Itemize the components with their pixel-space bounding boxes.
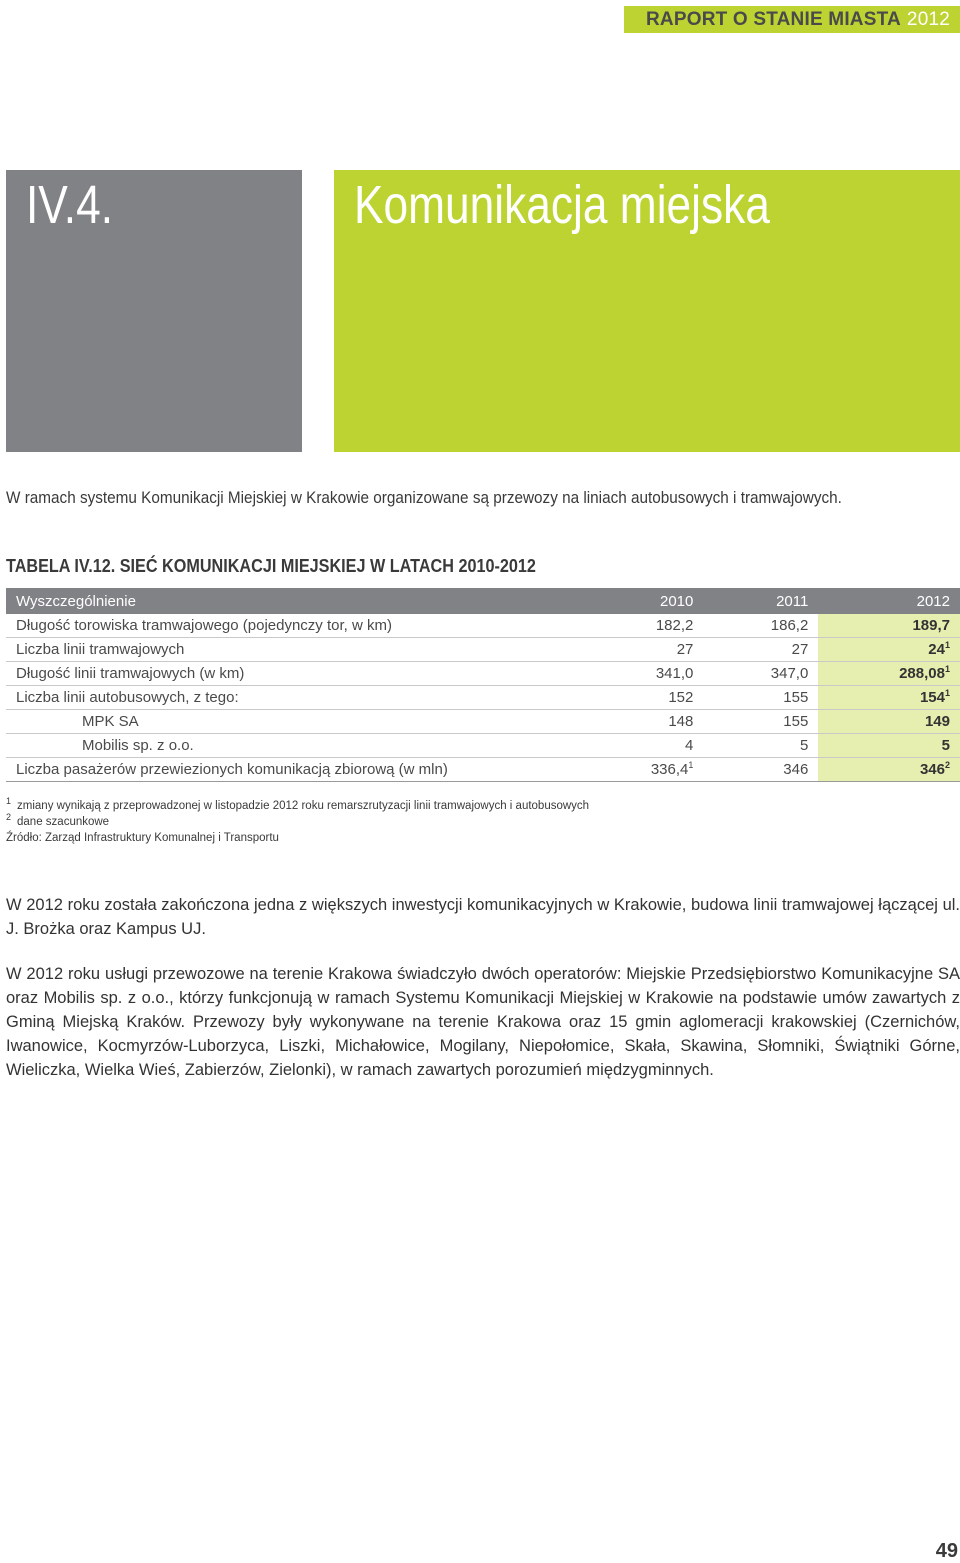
row-label: [6, 638, 578, 662]
cell-2012-footnote-mark: 1: [944, 688, 950, 698]
cell-2012: [818, 710, 960, 734]
footnote-1: [6, 798, 589, 814]
row-label: [6, 662, 578, 686]
cell-2012: [818, 614, 960, 638]
row-label: [6, 710, 578, 734]
cell-2011: [703, 638, 818, 662]
table-row: [6, 686, 960, 710]
cell-2012: [818, 758, 960, 782]
row-label-value: Długość torowiska tramwajowego (pojedynczy tor, w km): [16, 617, 392, 634]
row-label-value: Liczba linii autobusowych, z tego:: [16, 689, 239, 706]
cell-2012-value: 189,7: [912, 617, 950, 634]
cell-2012-value: 24: [928, 641, 945, 658]
row-label-value: Długość linii tramwajowych (w km): [16, 665, 245, 682]
report-header: [624, 6, 960, 33]
cell-2012-value: 149: [924, 713, 950, 730]
cell-2010-value: 336,4: [650, 761, 689, 778]
cell-2010: [578, 638, 703, 662]
footnote-2-mark: 2: [6, 812, 12, 823]
cell-2012: [818, 638, 960, 662]
table-header-row: [6, 588, 960, 614]
paragraph-2: W 2012 roku usługi przewozowe na terenie Krakowa świadczyło dwóch operatorów: Miejskie Przedsiębiorstwo Komunikacyjne SA oraz Mobilis sp. z o.o., którzy funkcjonują w ramach Systemu Komunikacji Miejskiej w Krakowie na podstawie umów zawartych z Gminą Miejską Kraków. Przewozy były wykonywane na terenie Krakowa oraz 15 gmin aglomeracji krakowskiej (Czernichów, Iwanowice, Kocmyrzów-Luborzyca, Liszki, Michałowice, Mogilany, Niepołomice, Skała, Skawina, Słomniki, Świątniki Górne, Wieliczka, Wielka Wieś, Zabierzów, Zielonki), w ramach zawartych porozumień międzygminnych.: [6, 965, 960, 1079]
intro-text: W ramach systemu Komunikacji Miejskiej w Krakowie organizowane są przewozy na liniach autobusowych i tramwajowych.: [6, 488, 842, 507]
cell-2011-value: 347,0: [770, 665, 809, 682]
cell-2011: [703, 710, 818, 734]
section-title-block: [334, 170, 960, 452]
cell-2010: [578, 662, 703, 686]
cell-2012: [818, 662, 960, 686]
row-label: [6, 686, 578, 710]
cell-2012: [818, 686, 960, 710]
section-number: IV.4.: [26, 175, 114, 235]
cell-2011-value: 155: [783, 713, 809, 730]
cell-2012-value: 5: [941, 737, 950, 754]
table-row: [6, 734, 960, 758]
row-label: [6, 758, 578, 782]
cell-2010-value: 148: [668, 713, 694, 730]
footnote-2-text: dane szacunkowe: [17, 816, 110, 828]
row-label-value: Liczba linii tramwajowych: [16, 641, 185, 658]
cell-2010: [578, 758, 703, 782]
cell-2010: [578, 614, 703, 638]
row-label: [6, 614, 578, 638]
table-row: [6, 710, 960, 734]
row-label-value: Liczba pasażerów przewiezionych komunikacją zbiorową (w mln): [16, 761, 448, 778]
footnotes: [6, 798, 589, 846]
cell-2011: [703, 734, 818, 758]
row-label-value: Mobilis sp. z o.o.: [82, 737, 194, 754]
footnote-1-text: zmiany wynikają z przeprowadzonej w listopadzie 2012 roku remarszrutyzacji linii tramwajowych i autobusowych: [17, 800, 590, 812]
cell-2010: [578, 710, 703, 734]
paragraph-1: W 2012 roku została zakończona jedna z większych inwestycji komunikacyjnych w Krakowie, budowa linii tramwajowej łączącej ul. J. Brożka oraz Kampus UJ.: [6, 896, 960, 938]
cell-2010-value: 4: [685, 737, 694, 754]
col-header-2011: 2011: [703, 588, 818, 614]
cell-2012-value: 288,08: [899, 665, 945, 682]
page-number: 49: [935, 1540, 958, 1562]
col-header-2010: 2010: [578, 588, 703, 614]
section-title: Komunikacja miejska: [354, 175, 770, 235]
network-table: [6, 588, 960, 782]
cell-2010-value: 27: [676, 641, 694, 658]
cell-2010: [578, 686, 703, 710]
row-label: [6, 734, 578, 758]
cell-2010-value: 182,2: [655, 617, 694, 634]
table-caption: TABELA IV.12. SIEĆ KOMUNIKACJI MIEJSKIEJ W LATACH 2010-2012: [6, 556, 536, 576]
cell-2010-value: 152: [668, 689, 694, 706]
row-label-value: MPK SA: [82, 713, 139, 730]
cell-2010-value: 341,0: [655, 665, 694, 682]
table-row: [6, 758, 960, 782]
report-year: 2012: [906, 8, 950, 30]
table-row: [6, 614, 960, 638]
cell-2011: [703, 758, 818, 782]
col-header-label: Wyszczególnienie: [6, 588, 578, 614]
cell-2010-footnote-mark: 1: [688, 760, 694, 770]
cell-2011: [703, 662, 818, 686]
cell-2011: [703, 614, 818, 638]
cell-2011-value: 5: [799, 737, 809, 754]
cell-2012-value: 346: [919, 761, 945, 778]
cell-2010: [578, 734, 703, 758]
cell-2012-footnote-mark: 1: [944, 664, 950, 674]
cell-2011-value: 27: [791, 641, 809, 658]
cell-2011: [703, 686, 818, 710]
footnote-1-mark: 1: [6, 796, 12, 807]
cell-2012-footnote-mark: 2: [944, 760, 950, 770]
cell-2012-value: 154: [919, 689, 945, 706]
table-row: [6, 662, 960, 686]
cell-2011-value: 346: [783, 761, 809, 778]
source-note: Źródło: Zarząd Infrastruktury Komunalnej i Transportu: [6, 832, 279, 844]
report-title: RAPORT O STANIE MIASTA: [646, 8, 901, 30]
footnote-2: [6, 814, 589, 830]
cell-2011-value: 186,2: [770, 617, 809, 634]
cell-2012-footnote-mark: 1: [944, 640, 950, 650]
table-row: [6, 638, 960, 662]
cell-2011-value: 155: [783, 689, 809, 706]
col-header-2012: 2012: [818, 588, 960, 614]
cell-2012: [818, 734, 960, 758]
section-number-block: [6, 170, 302, 452]
